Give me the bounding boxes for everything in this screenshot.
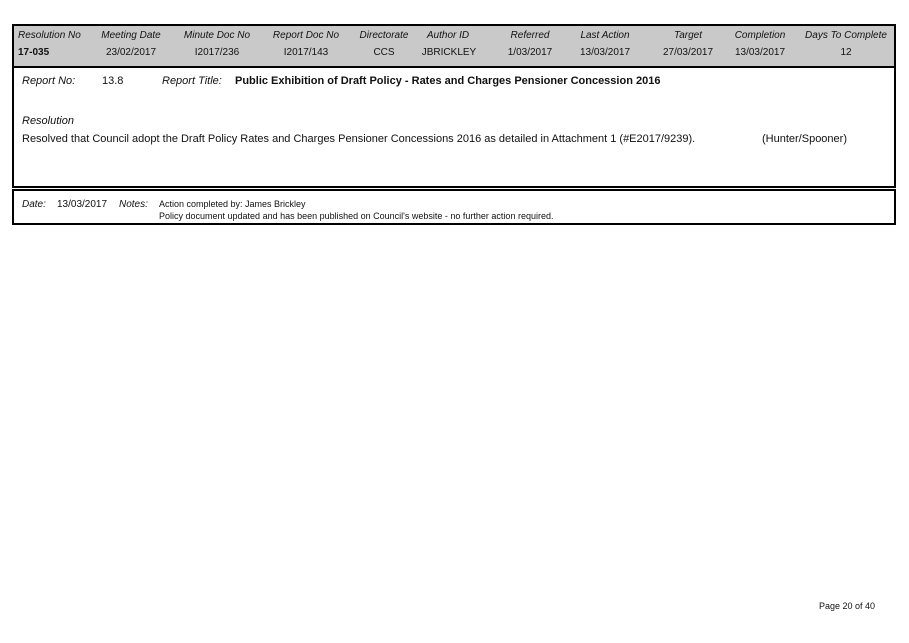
col-label-author-id: Author ID: [426, 30, 470, 41]
col-label-days-to-complete: Days To Complete: [805, 30, 887, 41]
page-number: Page 20 of 40: [818, 601, 875, 611]
report-doc-no-value: I2017/143: [283, 47, 329, 58]
directorate-value: CCS: [373, 47, 395, 58]
resolution-record: [12, 24, 896, 225]
notes-date-value: 13/03/2017: [57, 199, 108, 210]
report-no-label: Report No:: [22, 75, 76, 87]
report-no-value: 13.8: [102, 75, 124, 87]
referred-value: 1/03/2017: [507, 47, 553, 58]
action-notes: [12, 189, 896, 225]
resolution-heading: Resolution: [22, 115, 74, 127]
resolution-body: [12, 68, 896, 188]
col-label-target: Target: [674, 30, 702, 41]
notes-date-label: Date:: [22, 199, 46, 210]
col-label-last-action: Last Action: [580, 30, 630, 41]
record-header: [12, 24, 896, 68]
completion-value: 13/03/2017: [734, 47, 786, 58]
target-value: 27/03/2017: [662, 47, 714, 58]
col-label-minute-doc-no: Minute Doc No: [183, 30, 251, 41]
col-label-report-doc-no: Report Doc No: [272, 30, 340, 41]
report-title: Public Exhibition of Draft Policy - Rates and Charges Pensioner Concession 2016: [235, 75, 661, 87]
author-id-value: JBRICKLEY: [421, 47, 477, 58]
resolution-text: Resolved that Council adopt the Draft Policy Rates and Charges Pensioner Concessions 2016 as detailed in Attachment 1 (#E2017/9239).: [22, 133, 696, 145]
last-action-value: 13/03/2017: [579, 47, 631, 58]
minute-doc-no-value: I2017/236: [194, 47, 240, 58]
meeting-date-value: 23/02/2017: [105, 47, 157, 58]
days-to-complete-value: 12: [840, 47, 852, 58]
notes-line-1: Action completed by: James Brickley: [159, 199, 306, 209]
report-title-label: Report Title:: [162, 75, 222, 87]
col-label-referred: Referred: [510, 30, 550, 41]
resolution-no-value: 17-035: [18, 47, 50, 58]
notes-label: Notes:: [119, 199, 148, 210]
resolution-movers: (Hunter/Spooner): [762, 133, 847, 145]
col-label-resolution-no: Resolution No: [18, 30, 81, 41]
col-label-directorate: Directorate: [359, 30, 409, 41]
col-label-completion: Completion: [734, 30, 786, 41]
notes-line-2: Policy document updated and has been published on Council's website - no further action required.: [159, 211, 554, 221]
col-label-meeting-date: Meeting Date: [101, 30, 161, 41]
